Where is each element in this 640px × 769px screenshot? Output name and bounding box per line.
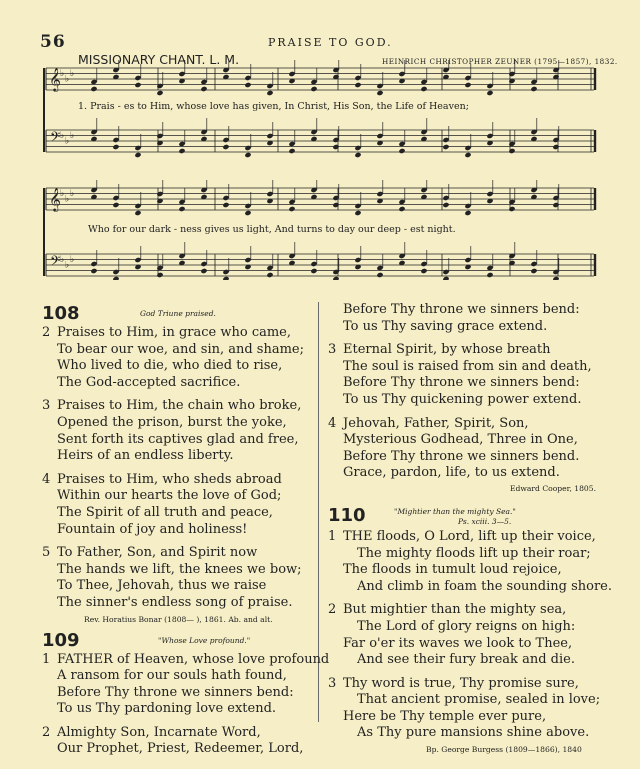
verse-line: Here be Thy temple ever pure,: [343, 708, 547, 724]
svg-text:♭: ♭: [70, 189, 75, 199]
stanza: [328, 529, 628, 595]
verse-line: The soul is raised from sin and death,: [343, 358, 592, 374]
stanza: [328, 342, 628, 408]
verse-line: The hands we lift, the knees we bow;: [57, 561, 302, 577]
page-number: 56: [40, 32, 66, 52]
verse-text: Eternal Spirit, by whose breath: [343, 342, 551, 358]
stanza: [42, 472, 314, 538]
treble-clef-icon: 𝄞: [49, 67, 61, 91]
verse-line: [328, 602, 628, 619]
verse-text: Praises to Him, the chain who broke,: [57, 398, 302, 414]
verse-line: [328, 342, 628, 359]
staff: [46, 242, 595, 280]
verse-text: Thy word is true, Thy promise sure,: [343, 675, 579, 691]
verse-text: Jehovah, Father, Spirit, Son,: [343, 415, 529, 431]
hymn-subtitle: "Whose Love profound.": [158, 635, 251, 645]
verse-line: [328, 529, 628, 546]
staff: [46, 60, 595, 96]
hymn-108-credit: Rev. Horatius Bonar (1808— ), 1861. Ab. and alt.: [84, 614, 273, 624]
verse-line: [42, 725, 314, 742]
stanza-number: 1: [42, 651, 51, 667]
stanza-number: 2: [42, 724, 51, 740]
verse-line: [42, 398, 314, 415]
stanza: [328, 416, 628, 482]
verse-line: [328, 676, 628, 693]
staff: [46, 180, 595, 216]
stanza-number: 3: [42, 398, 51, 414]
hymn-number: 108: [42, 303, 80, 324]
tune-title: MISSIONARY CHANT. L. M.: [78, 52, 240, 67]
running-title: PRAISE TO GOD.: [268, 36, 393, 49]
hymn-109-header: [42, 629, 314, 652]
verse-line: Mysterious Godhead, Three in One,: [343, 432, 578, 448]
verse-line: Opened the prison, burst the yoke,: [57, 414, 287, 430]
verse-line: The sinner's endless song of praise.: [57, 594, 293, 610]
stanza: [328, 602, 628, 668]
hymn-110-header: [328, 504, 628, 529]
hymn-110-stanzas: [328, 529, 628, 742]
svg-text:♭: ♭: [65, 260, 70, 271]
verse-line: A ransom for our souls hath found,: [57, 668, 287, 684]
stanza-number: 5: [42, 545, 51, 561]
treble-clef-icon: 𝄞: [49, 187, 61, 211]
svg-text:♭: ♭: [60, 69, 65, 79]
verse-text: Praises to Him, who sheds abroad: [57, 471, 282, 487]
verse-line: [328, 416, 628, 433]
stanza: [328, 676, 628, 742]
verse-line: Before Thy throne we sinners bend.: [343, 448, 580, 464]
verse-line: Fountain of joy and holiness!: [57, 521, 248, 537]
verse-line: To us Thy quickening power extend.: [343, 391, 582, 407]
verse-line: [42, 545, 314, 562]
stanza: [42, 325, 314, 391]
hymn-108-stanzas: [42, 325, 314, 612]
verse-line: To bear our woe, and sin, and shame;: [57, 341, 305, 357]
verse-line: The God-accepted sacrifice.: [57, 374, 241, 390]
stanza: [42, 398, 314, 464]
verse-line: And climb in foam the sounding shore.: [357, 578, 612, 594]
stanza-continued: [328, 302, 628, 335]
stanza-number: 1: [328, 528, 337, 544]
scripture-reference: Ps. xciii. 3—5.: [458, 516, 512, 526]
verse-line: Within our hearts the love of God;: [57, 488, 282, 504]
bass-clef-icon: 𝄢: [50, 253, 61, 272]
stanza-number: 2: [328, 602, 337, 618]
bass-clef-icon: 𝄢: [50, 129, 61, 148]
svg-text:♭: ♭: [60, 189, 65, 199]
verse-line: Sent forth its captives glad and free,: [57, 431, 299, 447]
stanza-number: 4: [328, 415, 337, 431]
hymn-subtitle: God Triune praised.: [140, 309, 216, 318]
hymn-108-header: [42, 305, 314, 325]
music-lyric-line-1: 1. Prais - es to Him, whose love has given, In Christ, His Son, the Life of Heaven;: [78, 101, 469, 112]
svg-text:♭: ♭: [70, 255, 75, 265]
staff: [46, 118, 595, 158]
svg-text:♭: ♭: [60, 255, 65, 265]
verse-line: To us Thy saving grace extend.: [343, 318, 548, 334]
verse-line: [42, 651, 330, 669]
svg-text:♭: ♭: [70, 131, 75, 141]
verse-line: The Spirit of all truth and peace,: [57, 504, 273, 520]
stanza: [42, 725, 314, 758]
hymn-109-stanzas-cont: [328, 302, 628, 482]
stanza-number: 2: [42, 325, 51, 340]
verse-text: THE floods, O Lord, lift up their voice,: [343, 528, 596, 544]
verse-text: But mightier than the mighty sea,: [343, 602, 567, 618]
verse-line: To Thee, Jehovah, thus we raise: [57, 578, 267, 594]
verse-line: As Thy pure mansions shine above.: [357, 725, 590, 741]
stanza: [42, 545, 314, 611]
verse-line: Grace, pardon, life, to us extend.: [343, 465, 560, 481]
verse-line: [42, 325, 314, 342]
music-lyric-line-2: Who for our dark - ness gives us light, And turns to day our deep - est night.: [88, 224, 456, 235]
verse-text: Almighty Son, Incarnate Word,: [57, 724, 261, 740]
verse-line: The Lord of glory reigns on high:: [357, 618, 576, 634]
svg-text:♭: ♭: [65, 194, 70, 205]
verse-line: The floods in tumult loud rejoice,: [343, 562, 562, 578]
verse-text: To Father, Son, and Spirit now: [57, 545, 258, 561]
verse-text: FATHER of Heaven, whose love profound: [57, 651, 330, 667]
composer-credit: HEINRICH CHRISTOPHER ZEUNER (1795—1857), 1832.: [382, 57, 618, 66]
verse-line: And see their fury break and die.: [357, 652, 575, 668]
left-column: [42, 303, 330, 765]
hymn-number: 110: [328, 504, 366, 526]
verse-line: Before Thy throne we sinners bend:: [343, 302, 580, 317]
svg-text:♭: ♭: [65, 74, 70, 85]
verse-line: [42, 472, 314, 489]
verse-line: The mighty floods lift up their roar;: [357, 545, 591, 561]
hymn-subtitle: "Mightier than the mighty Sea.": [394, 506, 516, 516]
hymn-number: 109: [42, 629, 80, 651]
hymn-109-credit: Edward Cooper, 1805.: [510, 483, 597, 493]
verse-line: To us Thy pardoning love extend.: [57, 701, 277, 717]
verse-text: Praises to Him, in grace who came,: [57, 325, 292, 340]
hymn-109-stanzas: [42, 651, 330, 759]
stanza-number: 4: [42, 471, 51, 487]
verse-line: Far o'er its waves we look to Thee,: [343, 635, 573, 651]
verse-line: Heirs of an endless liberty.: [57, 448, 234, 464]
stanza-number: 3: [328, 342, 337, 358]
verse-line: That ancient promise, sealed in love;: [357, 692, 601, 708]
verse-line: Our Prophet, Priest, Redeemer, Lord,: [57, 741, 304, 757]
stanza: [42, 651, 330, 718]
svg-text:♭: ♭: [60, 131, 65, 141]
verse-line: Before Thy throne we sinners bend:: [343, 375, 580, 391]
hymn-110-credit: Bp. George Burgess (1809—1866), 1840: [426, 745, 582, 755]
music-system-1: [38, 60, 603, 168]
verse-line: Before Thy throne we sinners bend:: [57, 684, 294, 700]
svg-text:♭: ♭: [65, 136, 70, 147]
svg-text:♭: ♭: [70, 69, 75, 79]
stanza-number: 3: [328, 675, 337, 691]
right-column: [328, 302, 628, 754]
verse-line: Who lived to die, who died to rise,: [57, 358, 283, 374]
